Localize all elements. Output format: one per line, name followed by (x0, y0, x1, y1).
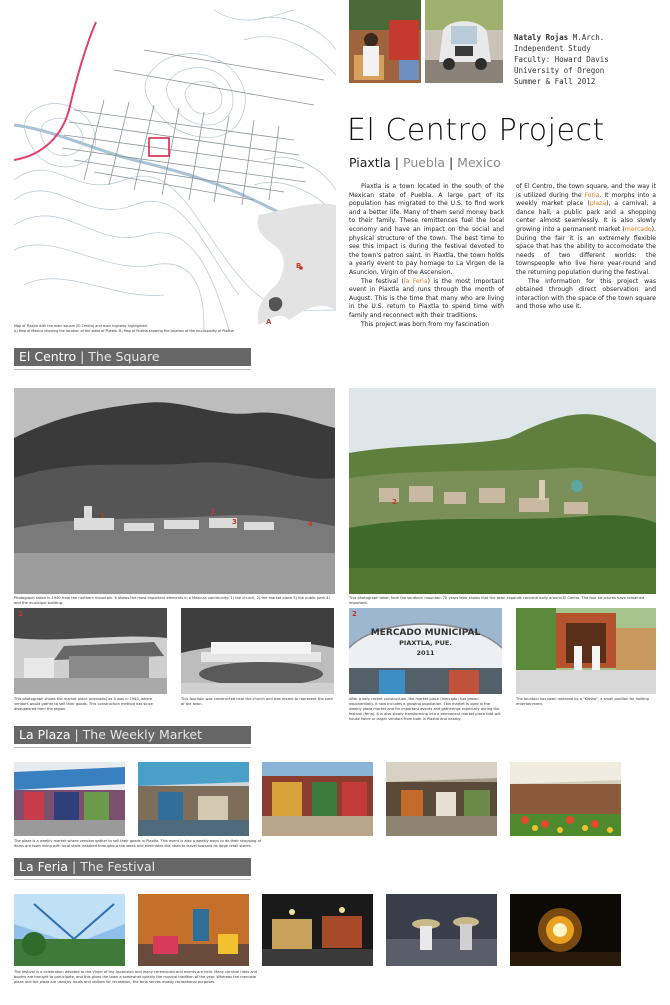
vendor-photo (349, 0, 421, 83)
historic-photo-caption: Photograph taken in 1940 from the northern mountain. It shows the most important elements in a Mexican community: 1) the church, 2) the market place 3) the public park 4) and the municipal building. (14, 596, 330, 605)
page-subtitle: Piaxtla | Puebla | Mexico (349, 155, 501, 170)
mercado-photo (349, 608, 502, 694)
map-marker-a: A (266, 318, 272, 326)
modern-label-2: 2 (392, 498, 397, 506)
plaza-photo-4 (386, 762, 497, 836)
modern-photo-caption: This photograph taken from the southern mountain 70 years later shows that the town expands concentrically around El Centro. The four structures have remained important. (349, 596, 645, 605)
mercado-sign: MERCADO MUNICIPAL PIAXTLA, PUE. 2011 (370, 628, 481, 657)
map-caption: Map of Piaxtla with the main square (El Centro) and main highway highlighted. A) Map of Mexico showing the location of the state of Puebla. B) Map of Puebla showing the location of the municipality of Piaxtla. (14, 324, 235, 333)
plaza-photo-2 (138, 762, 249, 836)
old-market-label: 2 (18, 610, 23, 618)
intro-paragraph-4: of El Centro, the town square, and the way it is utilized during the Feria. It morphs into a weekly market place (plaza), a carnival, a dance hall, a public park and a shopping center almost seamlessly. It is also slowly growing into a permanent market (mercado). During the fair it is an extremely flexible space that has the ability to accomodate the needs of two different worlds: the townspeople who live here year-round and the returning population during the festival. (516, 183, 657, 276)
author-degree: M.Arch. (568, 33, 605, 42)
historic-town-photo (14, 388, 335, 594)
map-marker-b: B (296, 262, 302, 270)
intro-paragraph-3: This project was born from my fascination (361, 320, 490, 328)
feria-photo-2 (138, 894, 249, 966)
old-market-photo (14, 608, 167, 694)
old-fountain-photo (181, 608, 334, 694)
section-header-feria: La Feria | The Festival (14, 858, 251, 876)
section-rule-plaza (14, 747, 251, 748)
kiosko-photo (516, 608, 656, 694)
feria-photo-5 (510, 894, 621, 966)
truck-photo (425, 0, 503, 83)
section-rule-centro (14, 369, 251, 370)
historic-label-3: 3 (232, 518, 237, 526)
modern-town-photo (349, 388, 656, 594)
subtitle-town: Piaxtla (349, 155, 391, 170)
town-map (14, 10, 336, 330)
section-header-plaza: La Plaza | The Weekly Market (14, 726, 251, 744)
credits-line-date: Summer & Fall 2012 (514, 77, 596, 86)
intro-column-1 (349, 183, 504, 329)
mercado-caption: After a very recent construction, the market place (mercado) has grown exponentially. It now includes a growing population. This market is used in the weekly plaza market and for important events and gatherings especially during the festival (feria). It is also slowly transforming into a permanent market place that will house twice or larger vendors from both in Piaxtla and nearby. (349, 697, 501, 721)
intro-paragraph-2: The festival (la Feria) is the most important event in Piaxtla and runs through the month of August. This is the time that many who are living in the U.S. return to Piaxtla to spend time with family and reconnect with their traditions. (349, 277, 505, 319)
kiosko-caption: The fountain has been replaced by a "Kiosko", a small pavilion for holding entertainment. (516, 697, 649, 706)
feria-photo-3 (262, 894, 373, 966)
historic-label-1: 1 (100, 512, 105, 520)
credits-block (514, 32, 664, 87)
credits-line-university: University of Oregon (514, 66, 605, 75)
old-market-caption: This photograph shows the market place (mercado) as it was in 1940, where vendors would gather to sell their goods. This construction method has since disappeared from the region. (14, 697, 153, 711)
section-rule-feria (14, 879, 251, 880)
old-fountain-caption: This fountain was constructed near the church and was meant to represent the core of the town. (181, 697, 333, 706)
plaza-photo-3 (262, 762, 373, 836)
author-name: Nataly Rojas (514, 33, 569, 42)
page-title: El Centro Project (347, 113, 605, 148)
section-header-centro: El Centro | The Square (14, 348, 251, 366)
feria-photo-4 (386, 894, 497, 966)
feria-photo-1 (14, 894, 125, 966)
intro-paragraph-1: Piaxtla is a town located in the south of the Mexican state of Puebla. A large part of its population has migrated to the U.S. to find work and a better life. Many of them send money back to their family. These remittences fuel the local economy and have an impact on the social and physical structure of the town. The best time to see this impact is during the festival devoted to the town's patron saint. In Piaxtla, the town holds a yearly event to pay homage to La Virgen de la Asuncion, Virgin of the Ascension. (349, 183, 504, 276)
plaza-photo-5 (510, 762, 621, 836)
credits-line-study: Independent Study (514, 44, 591, 53)
credits-line-faculty: Faculty: Howard Davis (514, 55, 609, 64)
intro-column-2 (516, 183, 656, 312)
plaza-photo-1 (14, 762, 125, 836)
intro-paragraph-5: The information for this project was obtained through direct observation and interaction with the space of the town square and those who use it. (516, 277, 656, 311)
plaza-caption: The plaza is a weekly market where vendors gather to sell their goods in Piaxtla. This event is also a weekly ways to do their shopping of items are town living with local stalls installed throughout the week and eliminates the need to travel towards its large retail stores. (14, 839, 262, 848)
feria-caption: The festival is a celebration devoted to the Virgin of the Ascension and many ceremonies and events are held. Many carnival rides and booths are brought to participate, and this gives the town a somewhat quickly the musical tradition of the year. Whereas the mercado plaza and the plaza are used by locals and visitors for recreation, the feria serves mostly recreational purposes. (14, 970, 258, 984)
historic-label-2: 2 (210, 508, 215, 516)
subtitle-country: Mexico (457, 155, 501, 170)
subtitle-state: Puebla (403, 155, 445, 170)
mercado-label: 2 (352, 610, 357, 618)
historic-label-4: 4 (308, 520, 313, 528)
